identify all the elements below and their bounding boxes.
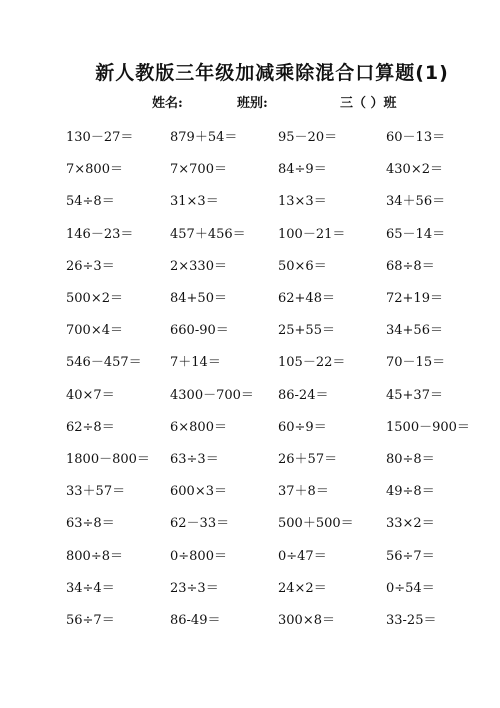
problem-item: 0÷47＝ xyxy=(278,548,327,564)
grade-label: 三（ ）班 xyxy=(340,96,397,111)
problem-item: 457＋456＝ xyxy=(170,226,246,242)
problem-item: 33＋57＝ xyxy=(66,484,126,500)
problem-item: 62+48＝ xyxy=(278,291,335,306)
problem-item: 23÷3＝ xyxy=(170,580,219,596)
problem-item: 80÷8＝ xyxy=(386,452,435,467)
problem-item: 24×2＝ xyxy=(278,580,327,596)
problem-item: 63÷8＝ xyxy=(66,516,115,532)
problem-item: 34+56＝ xyxy=(386,323,443,339)
problem-item: 130－27＝ xyxy=(66,130,134,145)
problem-item: 62－33＝ xyxy=(170,516,230,532)
problem-item: 26÷3＝ xyxy=(66,258,115,274)
problem-item: 37＋8＝ xyxy=(278,484,329,500)
problem-item: 33-25＝ xyxy=(386,613,437,628)
worksheet-title: 新人教版三年级加减乘除混合口算题(1) xyxy=(95,62,449,84)
problem-item: 95－20＝ xyxy=(278,130,338,145)
problem-item: 45+37＝ xyxy=(386,387,443,403)
problem-item: 60－13＝ xyxy=(386,130,446,145)
problem-item: 25+55＝ xyxy=(278,323,335,339)
problem-item: 70－15＝ xyxy=(386,355,446,371)
problem-item: 65－14＝ xyxy=(386,226,446,242)
problem-item: 1800－800＝ xyxy=(66,452,150,467)
problem-item: 86-24＝ xyxy=(278,387,329,403)
problem-item: 13×3＝ xyxy=(278,194,327,210)
problem-item: 31×3＝ xyxy=(170,194,219,210)
problem-item: 68÷8＝ xyxy=(386,258,435,274)
problem-item: 40×7＝ xyxy=(66,387,115,403)
problem-item: 60÷9＝ xyxy=(278,419,327,435)
problem-item: 105－22＝ xyxy=(278,355,346,371)
problem-item: 146－23＝ xyxy=(66,226,134,242)
problem-item: 2×330＝ xyxy=(170,258,227,274)
problem-item: 546－457＝ xyxy=(66,355,142,371)
problem-item: 84+50＝ xyxy=(170,291,227,306)
problem-item: 49÷8＝ xyxy=(386,484,435,500)
problem-item: 100－21＝ xyxy=(278,226,346,242)
class-label: 班别: xyxy=(237,96,268,111)
problem-item: 33×2＝ xyxy=(386,516,435,532)
problem-item: 660-90＝ xyxy=(170,323,229,339)
problem-item: 879＋54＝ xyxy=(170,130,238,145)
name-label: 姓名: xyxy=(152,96,183,111)
problem-item: 4300－700＝ xyxy=(170,387,254,403)
problem-item: 7×700＝ xyxy=(170,162,227,178)
problem-item: 50×6＝ xyxy=(278,258,327,274)
problem-item: 7＋14＝ xyxy=(170,355,221,371)
problem-item: 84÷9＝ xyxy=(278,162,327,178)
problem-item: 34＋56＝ xyxy=(386,194,446,210)
problem-item: 7×800＝ xyxy=(66,162,123,178)
problem-item: 54÷8＝ xyxy=(66,194,115,210)
problem-item: 500×2＝ xyxy=(66,291,123,306)
problem-item: 26＋57＝ xyxy=(278,452,338,467)
problem-item: 62÷8＝ xyxy=(66,419,115,435)
problem-item: 56÷7＝ xyxy=(386,548,435,564)
problem-item: 0÷800＝ xyxy=(170,548,227,564)
problem-item: 56÷7＝ xyxy=(66,613,115,628)
problem-item: 1500－900＝ xyxy=(386,419,470,435)
problem-item: 34÷4＝ xyxy=(66,580,115,596)
problem-item: 72+19＝ xyxy=(386,291,443,306)
problem-item: 300×8＝ xyxy=(278,613,335,628)
problem-item: 86-49＝ xyxy=(170,613,221,628)
problem-item: 0÷54＝ xyxy=(386,580,435,596)
problem-item: 700×4＝ xyxy=(66,323,123,339)
problem-item: 500＋500＝ xyxy=(278,516,354,532)
problem-item: 600×3＝ xyxy=(170,484,227,500)
problem-item: 430×2＝ xyxy=(386,162,443,178)
problem-item: 6×800＝ xyxy=(170,419,227,435)
problem-item: 63÷3＝ xyxy=(170,452,219,467)
problem-item: 800÷8＝ xyxy=(66,548,123,564)
